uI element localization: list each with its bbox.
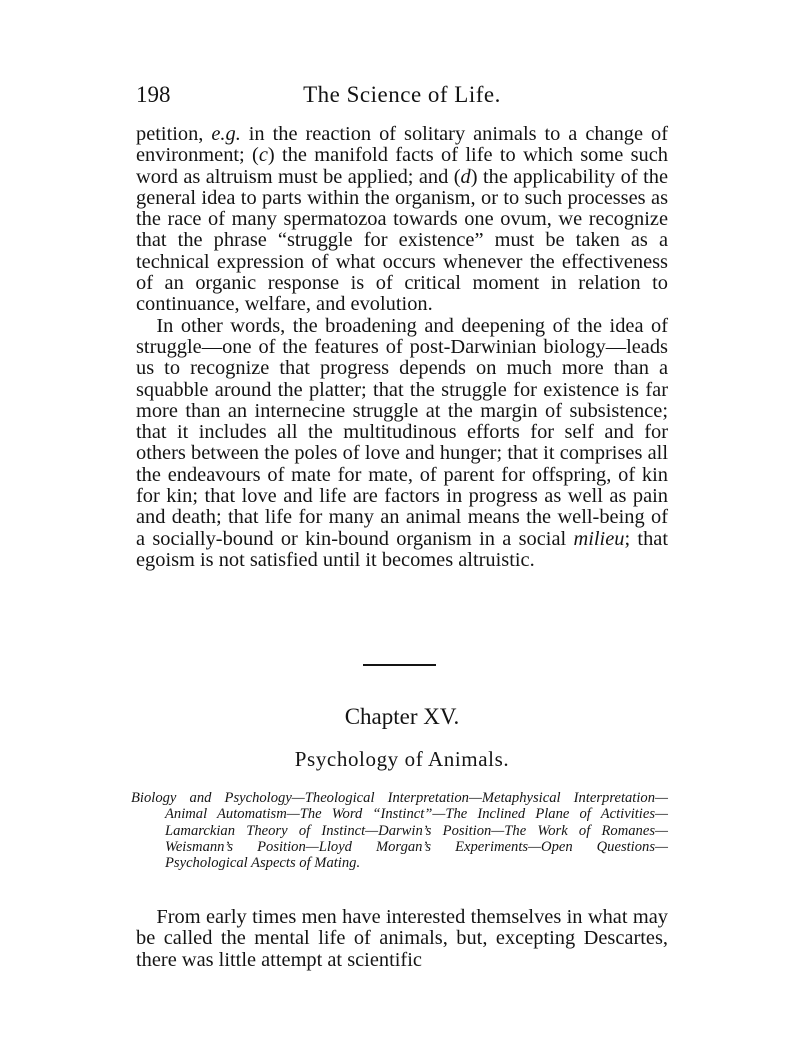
- chapter-opening-paragraph: [136, 907, 668, 971]
- opening-paragraph-text: From early times men have interested themselves in what may be called the mental life of animals, but, excepting Descartes, there was little attempt at scientific: [136, 906, 668, 971]
- chapter-title: Psychology of Animals.: [294, 747, 510, 771]
- paragraph-1-eg: e.g.: [211, 123, 241, 145]
- paragraph-2-text-b: ; that egoism is not satisfied until it becomes altruistic.: [136, 527, 668, 571]
- chapter-synopsis-text: Biology and Psychology—Theological Interpretation—Metaphysical Interpretation—Animal Automatism—The Word “Instinct”—The Inclined Plane of Activities—Lamarckian Theory of Instinct—Darwin’s Position—The Work of Romanes—Weismann’s Position—Lloyd Morgan’s Experiments—Open Questions—Psychological Aspects of Mating.: [131, 790, 668, 872]
- page-number: 198: [136, 82, 171, 107]
- paragraph-1-letter-c: c: [258, 144, 268, 167]
- running-title: The Science of Life.: [303, 82, 501, 107]
- chapter-number: Chapter XV.: [344, 704, 460, 729]
- paragraph-2-text-a: In other words, the broadening and deepening of the idea of struggle—one of the features of post-Darwinian biology—leads us to recognize that progress depends on much more than a squabble around the platter; that the struggle for existence is far more than an internecine struggle at the margin of subsistence; that it includes all the multitudinous efforts for self and for others between the poles of love and hunger; that it comprises all the endeavours of mate for mate, of parent for offspring, of kin for kin; that love and life are factors in progress as well as pain and death; that life for many an animal means the well-being of a socially-bound or kin-bound organism in a social: [136, 314, 668, 550]
- paragraph-2: [136, 316, 668, 572]
- body-text: [136, 124, 668, 571]
- paragraph-1-letter-d: d: [460, 165, 471, 188]
- paragraph-1-text-c: ) the manifold facts of life to which some such word as altruism must be applied; and (: [136, 144, 668, 188]
- chapter-synopsis: [131, 790, 668, 871]
- paragraph-2-milieu: milieu: [573, 527, 625, 550]
- paragraph-1-text-d: ) the applicability of the general idea to parts within the organism, or to such processes as the race of many spermatozoa towards one ovum, we recognize that the phrase “struggle for existence” must be taken as a technical expression of what occurs whenever the effectiveness of an organic response is of critical moment in relation to continuance, welfare, and evolution.: [136, 165, 668, 316]
- section-divider: [363, 664, 436, 666]
- paragraph-1-text-a: petition,: [136, 123, 212, 145]
- paragraph-1: [136, 124, 668, 316]
- page-header: [136, 82, 668, 112]
- paragraph-1-text-b: in the reaction of solitary animals to a change of environment; (: [136, 123, 668, 167]
